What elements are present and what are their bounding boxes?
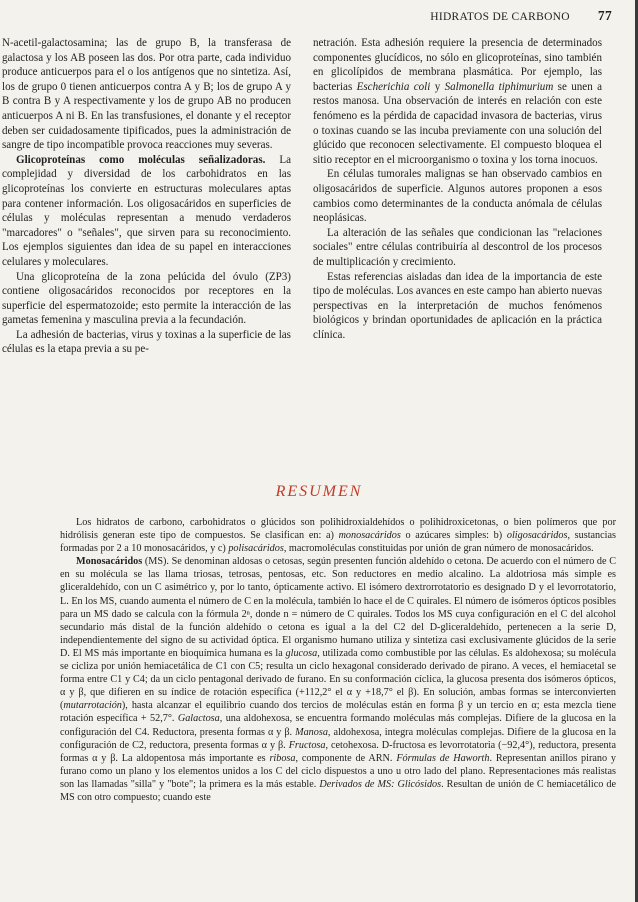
summary-m4: , una aldohexosa, se encuentra formando moléculas más complejas. Difiere de la glucosa en la configuración del C4. Reductora, presenta formas α y β. [60, 713, 616, 738]
right-paragraph-3: La alteración de las señales que condicionan las "relaciones sociales" entre células contribuiría al descontrol de los procesos de multiplicación y crecimiento. [313, 226, 602, 268]
term-manosa: Manosa [295, 726, 328, 738]
term-oligosacaridos: oligosacáridos [506, 530, 568, 542]
summary-m8: . Representan anillos pirano y furano como un plano y los elementos unidos a los C del ciclo dispuestos a uno u otro lado del plano. Representaciones más realistas son las llamadas "silla" y "bote"; la primera es la más estable. [60, 752, 617, 790]
left-paragraph-4: La adhesión de bacterias, virus y toxinas a la superficie de las células es la etapa previa a su pe- [2, 328, 291, 356]
term-galactosa: Galactosa [177, 713, 220, 725]
term-fructosa: Fructosa [288, 739, 326, 751]
right-paragraph-1 [313, 36, 602, 167]
monosaccharides-heading: Monosacáridos [76, 556, 143, 568]
right-paragraph-4: Estas referencias aisladas dan idea de la importancia de este tipo de moléculas. Los avances en este campo han abierto nuevas perspectivas en la interpretación de muchos fenómenos biológicos y brindan oportunidades de aplicación en la práctica clínica. [313, 270, 602, 341]
summary-text-1: Los hidratos de carbono, carbohidratos o glúcidos son polihidroxialdehídos o polihidroxicetonas, o bien polímeros que por hidrólisis generan este tipo de compuestos. Se clasifican en: a) [60, 517, 616, 542]
right-paragraph-2: En células tumorales malignas se han observado cambios en oligosacáridos de superficie. Algunos autores proponen a esos cambios como determinantes de la conducta anómala de células neoplásicas. [313, 168, 602, 225]
term-monosacaridos: monosacáridos [338, 530, 401, 542]
summary-paragraph-1 [60, 516, 616, 555]
running-title: HIDRATOS DE CARBONO [430, 11, 570, 23]
bacteria-name-2: Salmonella tiphimurium [444, 80, 554, 93]
resumen-title: RESUMEN [275, 483, 363, 500]
page-number: 77 [597, 8, 612, 23]
right-p1-text-a: netración. Esta adhesión requiere la presencia de determinados componentes glucídicos, no sólo en glicoproteínas, sino también en glicolípidos de membrana plasmática. Por ejemplo, las bacterias [313, 37, 602, 93]
summary-text-2: o azúcares simples: b) [400, 530, 507, 542]
right-p1-text-b: y [430, 80, 445, 93]
bacteria-name-1: Escherichia coli [356, 80, 431, 93]
summary-m5: , aldohexosa, integra moléculas complejas. Difiere de la glucosa en la configuración de C2, reductora, presenta formas α y β. [60, 726, 616, 751]
summary-m7: , componente de ARN. [295, 752, 397, 764]
summary-text-4: , macromoléculas constituidas por unión de gran número de monosacáridos. [283, 543, 594, 555]
summary-paragraph-2 [60, 555, 616, 804]
left-paragraph-2 [2, 153, 291, 270]
term-ribosa: ribosa [269, 752, 296, 764]
term-haworth: Fórmulas de Haworth [396, 752, 490, 764]
left-paragraph-2-body: La complejidad y diversidad de los carbohidratos en las glicoproteínas los convierte en estructuras moleculares aptas para contener información. Los oligosacáridos en superficies de células y moléculas representan a menudo verdaderos "marcadores" o "señales", que sirven para su reconocimiento. Los ejemplos siguientes dan idea de su papel en interacciones celulares y moleculares. [2, 153, 291, 268]
summary-m3: ), hasta alcanzar el equilibrio cuando dos tercios de moléculas están en forma β y un tercio en α; esta mezcla tiene rotación específica + 52,7°. [60, 700, 616, 725]
term-glicosidos: Derivados de MS: Glicósidos [319, 778, 442, 790]
summary-m6: , cetohexosa. D-fructosa es levorrotatoria (−92,4°), reductora, presenta formas α y β. La aldopentosa más importante es [60, 739, 617, 764]
term-polisacaridos: polisacáridos [228, 543, 284, 555]
summary-m1: (MS). Se denominan aldosas o cetosas, según presenten función aldehído o cetona. De acuerdo con el número de C en su molécula se las llama triosas, tetrosas, pentosas, etc. Son reductores en medio alcalino. La aldotriosa más simple es gliceraldehído, con un C asimétrico y, por lo tanto, ópticamente activo. El isómero dextrorrotatorio es designado D y el levorrotatorio, L. En los MS, cuando aumenta el número de C en la molécula, también lo hace el de C quirales. El número de isómeros ópticos posibles para un MS dado se calcula con la fórmula 2ⁿ, donde n = número de C quirales. Todos los MS cuya configuración en el C del alcohol secundario más distal de la función aldehído o cetona es igual a la del C2 del D-gliceraldehído, pertenecen a la serie D, independientemente del signo de su actividad óptica. El organismo humano utiliza y sintetiza casi exclusivamente glúcidos de la serie D. El MS más importante en bioquímica humana es la [60, 556, 616, 659]
left-paragraph-3: Una glicoproteína de la zona pelúcida del óvulo (ZP3) contiene oligosacáridos reconocidos por receptores en la superficie del espermatozoide; esto permite la interacción de las gametas femenina y masculina previa a la fecundación. [2, 270, 291, 327]
term-glucosa: glucosa [285, 647, 318, 659]
right-column [313, 36, 602, 342]
running-header [300, 8, 612, 24]
right-p1-text-c: se unen a restos manosa. Una observación de interés en relación con este fenómeno es la pérdida de capacidad invasora de bacterias, virus o toxinas cuando se las incuba previamente con una solución del glúcido que reconocen selectivamente. El compuesto bloquea el sitio receptor en el microorganismo o toxina y los torna inocuos. [313, 80, 602, 166]
summary-m9: . Resultan de unión de C hemiacetálico de MS con otro compuesto; cuando este [60, 778, 616, 803]
left-paragraph-1: N-acetil-galactosamina; las de grupo B, la transferasa de galactosa y los AB poseen las dos. Por otra parte, cada individuo produce anticuerpos para el o los antígenos que no sintetiza. Así, los de grupo 0 tienen anticuerpos contra A y B; los de grupo A y B contra B y A respectivamente y los de grupo AB no producen anticuerpos A ni B. En las transfusiones, el donante y el receptor deben ser cuidadosamente tipificados, pues la administración de sangre de tipo incompatible provoca reacciones muy severas. [2, 37, 291, 152]
summary-m2: , utilizada como combustible por las células. Es aldohexosa; su molécula se cicliza por unión hemiacetálica de C1 con C5; resulta un ciclo hexagonal considerado derivado de pirano. A veces, el hemiacetal se forma entre C1 y C4; da un ciclo pentagonal derivado de furano. En su conformación cíclica, la glucosa presenta dos isómeros ópticos, α y β, que difieren en su índice de rotación específica (+112,2° el α y +18,7° el β). En solución, ambas formas se interconvierten ( [60, 647, 616, 712]
left-column [2, 36, 291, 357]
term-mutarrotacion: mutarrotación [63, 700, 122, 712]
summary-text-3: , sustancias formadas por 2 a 10 monosacáridos, y c) [60, 530, 616, 555]
summary-block [60, 516, 616, 804]
glycoprotein-heading: Glicoproteínas como moléculas señalizadoras. [16, 153, 266, 166]
